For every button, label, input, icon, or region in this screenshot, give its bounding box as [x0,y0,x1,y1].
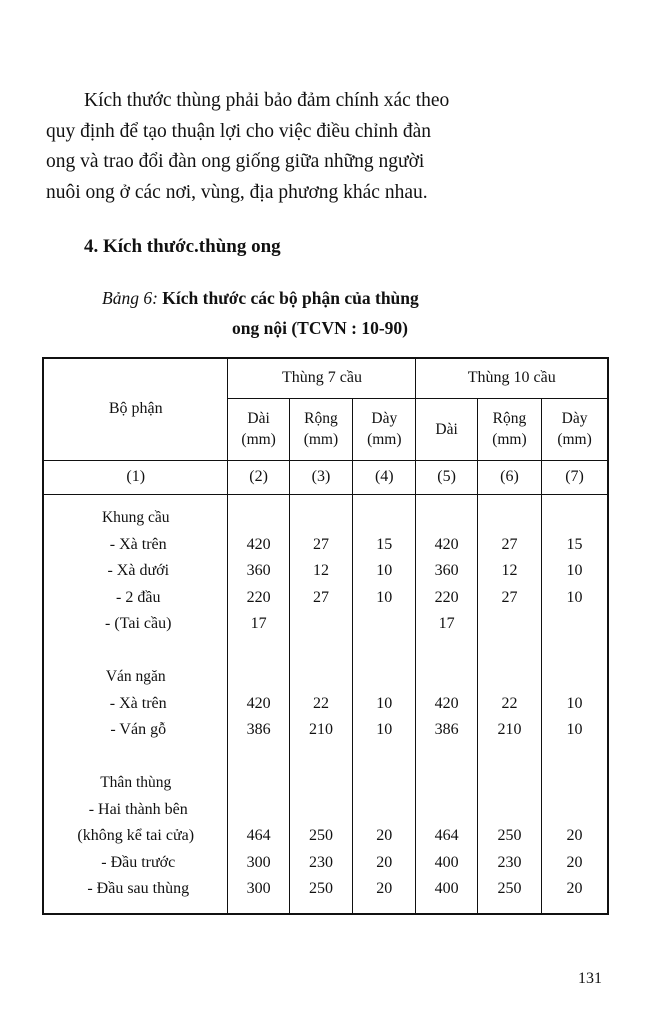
value-cell: 17 [438,615,455,632]
group-spacer [290,744,352,771]
value-cell: 20 [566,827,583,844]
value-cell: 27 [501,588,518,606]
value-cell [542,797,607,824]
value-cell: 250 [308,880,333,897]
col-number: (7) [542,460,608,494]
intro-line: ong và trao đổi đàn ong giống giữa những người [46,151,425,172]
group-spacer [353,638,415,665]
col-number: (1) [43,460,228,494]
header-group-10: Thùng 10 cầu [416,358,608,398]
col-number: (2) [228,460,289,494]
group-spacer [478,744,541,771]
value-cell [353,797,415,824]
group-spacer [353,744,415,771]
group-spacer [478,638,541,665]
empty-cell [228,664,288,691]
value-cell: 300 [246,880,271,897]
value-cell: 210 [308,721,333,738]
value-cell: 250 [497,880,522,897]
row-label: - Đầu trước [101,853,176,871]
sub-label: Dày [371,410,398,427]
value-cell: 210 [497,721,522,738]
unit-label: (mm) [557,431,592,448]
col-number: (4) [353,460,416,494]
sub-label: Dài [247,410,270,427]
header-thickness-10 [542,398,608,460]
value-cell: 27 [312,535,329,553]
empty-cell [228,770,288,797]
value-cell [228,797,288,824]
row-label: - 2 đầu [116,588,161,606]
row-label: - Xà dưới [107,562,170,579]
group-spacer [228,744,288,771]
header-width-10 [477,398,541,460]
table-caption [102,283,572,343]
header-length-10 [416,398,477,460]
value-cell: 20 [376,853,393,871]
value-cell: 15 [566,535,583,553]
header-thickness-7 [353,398,416,460]
empty-cell [478,664,541,691]
value-cell: 10 [376,588,393,606]
header-width-7 [289,398,352,460]
row-label: - Xà trên [109,694,167,712]
sub-label: Rộng [304,410,338,427]
value-cell: 386 [246,721,271,738]
value-cell: 12 [312,562,329,579]
intro-line: quy định để tạo thuận lợi cho việc điều chỉnh đàn [46,120,432,142]
value-cell: 10 [376,694,393,712]
empty-cell [353,664,415,691]
value-cell: 15 [376,535,393,553]
value-cell: 464 [434,827,459,844]
header-group-7: Thùng 7 cầu [228,358,416,398]
width-10-column [477,494,541,914]
value-cell [542,611,607,638]
value-cell: 220 [246,588,271,606]
value-cell: 400 [434,853,459,871]
value-cell [353,611,415,638]
empty-cell [290,770,352,797]
header-length-7 [228,398,289,460]
value-cell [416,797,476,824]
sub-label: Dày [561,410,588,427]
value-cell: 250 [497,827,522,844]
row-label: - Đầu sau thùng [87,880,190,897]
value-cell: 220 [434,588,459,606]
value-cell: 22 [312,694,329,712]
empty-cell [290,505,352,532]
sub-label: Dài [435,420,458,438]
value-cell: 20 [566,880,583,897]
value-cell: 300 [246,853,271,871]
caption-label: Bảng 6: [102,288,158,308]
value-cell: 10 [566,694,583,712]
empty-cell [416,770,476,797]
empty-cell [353,505,415,532]
value-cell: 420 [246,535,271,553]
group-title: Ván ngăn [105,668,166,685]
value-cell [290,797,352,824]
value-cell: 10 [566,562,583,579]
unit-label: (mm) [492,431,527,448]
value-cell: 420 [434,694,459,712]
empty-cell [542,770,607,797]
thickness-10-column [542,494,608,914]
value-cell: 420 [246,694,271,712]
value-cell [478,611,541,638]
value-cell: 230 [308,853,333,871]
value-cell: 250 [308,827,333,844]
group-spacer [542,638,607,665]
value-cell: 20 [376,827,393,844]
page-number: 131 [578,970,602,987]
empty-cell [290,664,352,691]
value-cell: 17 [250,615,267,632]
row-label: - (Tai cầu) [105,615,172,632]
row-label: (không kể tai cửa) [77,827,195,844]
value-cell: 10 [376,721,393,738]
group-title: Khung cầu [101,509,170,526]
caption-title-line2: ong nội (TCVN : 10-90) [232,318,408,338]
value-cell: 10 [566,721,583,738]
width-7-column [289,494,352,914]
intro-line: Kích thước thùng phải bảo đảm chính xác theo [84,90,450,111]
empty-cell [228,505,288,532]
group-spacer [542,744,607,771]
empty-cell [478,505,541,532]
sub-label: Rộng [492,410,527,427]
length-10-column [416,494,477,914]
unit-label: (mm) [367,431,402,448]
length-7-column [228,494,289,914]
col-number: (6) [477,460,541,494]
value-cell: 360 [246,562,271,579]
value-cell: 12 [501,562,518,579]
empty-cell [542,505,607,532]
empty-cell [353,770,415,797]
row-label: - Ván gỗ [110,721,167,738]
value-cell: 20 [566,853,583,871]
value-cell: 20 [376,880,393,897]
group-spacer [416,744,476,771]
empty-cell [416,505,476,532]
value-cell: 10 [566,588,583,606]
value-cell: 230 [497,853,522,871]
value-cell: 400 [434,880,459,897]
col-number: (3) [289,460,352,494]
value-cell [290,611,352,638]
group-spacer [290,638,352,665]
group-spacer [44,638,227,665]
value-cell: 360 [434,562,459,579]
unit-label: (mm) [303,431,339,448]
empty-cell [416,664,476,691]
thickness-7-column [353,494,416,914]
unit-label: (mm) [241,431,276,448]
caption-title-line1: Kích thước các bộ phận của thùng [162,288,419,308]
value-cell [478,797,541,824]
value-cell: 22 [501,694,518,712]
intro-paragraph [46,86,612,208]
intro-line: nuôi ong ở các nơi, vùng, địa phương khác nhau. [46,181,428,203]
parts-column [43,494,228,914]
header-part: Bộ phận [43,358,228,460]
value-cell: 464 [246,827,271,844]
value-cell: 386 [434,721,459,738]
section-heading: 4. Kích thước.thùng ong [84,236,281,257]
group-spacer [416,638,476,665]
value-cell: 420 [434,535,459,553]
group-spacer [44,744,227,771]
col-number: (5) [416,460,477,494]
empty-cell [478,770,541,797]
value-cell: 10 [376,562,393,579]
row-label: - Xà trên [109,535,167,553]
value-cell: 27 [312,588,329,606]
empty-cell [542,664,607,691]
row-label: - Hai thành bên [88,800,188,818]
value-cell: 27 [501,535,518,553]
dimensions-table [42,357,609,915]
group-title: Thân thùng [100,774,172,791]
group-spacer [228,638,288,665]
